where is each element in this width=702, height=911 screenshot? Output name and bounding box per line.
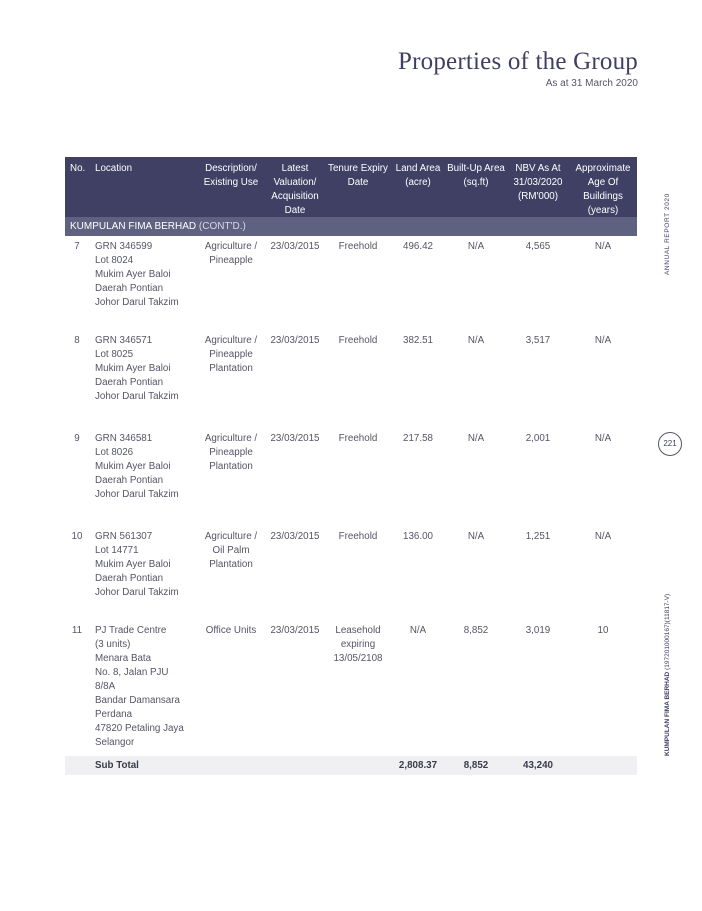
cell-location-line: Daerah Pontian — [95, 573, 164, 584]
cell-location-line: Lot 8024 — [95, 255, 134, 266]
cell-location-line: Perdana — [95, 709, 133, 720]
cell-location-line: Daerah Pontian — [95, 283, 164, 294]
header-land-area: Land Area (acre) — [395, 163, 441, 188]
section-suffix: (CONT'D.) — [198, 221, 246, 232]
cell-description — [199, 240, 263, 268]
cell-location — [95, 432, 199, 502]
page-number: 221 — [658, 432, 682, 456]
cell-nbv: 3,019 — [525, 625, 551, 636]
cell-location-line: Lot 8026 — [95, 447, 134, 458]
cell-location-line: Daerah Pontian — [95, 475, 164, 486]
cell-description-line: Oil Palm — [212, 545, 250, 556]
cell-age: 10 — [597, 625, 609, 636]
cell-location-line: Johor Darul Takzim — [95, 489, 179, 500]
table-body — [65, 236, 637, 756]
cell-location-line: Daerah Pontian — [95, 377, 164, 388]
header-built-up-area: Built-Up Area (sq.ft) — [447, 163, 505, 188]
section-name: KUMPULAN FIMA BERHAD — [70, 221, 197, 232]
cell-location-line: Mukim Ayer Baloi — [95, 461, 171, 472]
cell-description-line: Pineapple — [209, 349, 253, 360]
cell-age: N/A — [594, 241, 612, 252]
subtotal-row — [65, 756, 637, 775]
subtotal-land-area: 2,808.37 — [398, 760, 438, 771]
cell-land-area: 496.42 — [403, 241, 433, 252]
cell-built-up-area: N/A — [467, 531, 485, 542]
cell-built-up-area: 8,852 — [463, 625, 489, 636]
cell-description-line: Agriculture / — [204, 433, 258, 444]
cell-description — [199, 432, 263, 474]
cell-tenure-line: Leasehold — [335, 625, 381, 636]
cell-description-line: Pineapple — [209, 447, 253, 458]
cell-tenure-line: expiring — [340, 639, 376, 650]
cell-valuation-date: 23/03/2015 — [270, 335, 320, 346]
cell-no: 7 — [74, 241, 80, 252]
cell-built-up-area: N/A — [467, 433, 485, 444]
cell-location-line: Mukim Ayer Baloi — [95, 269, 171, 280]
cell-tenure-line: Freehold — [338, 335, 378, 346]
table-row — [65, 236, 637, 330]
cell-location — [95, 334, 199, 404]
cell-location-line: 8/8A — [95, 681, 116, 692]
cell-tenure — [325, 432, 391, 446]
cell-land-area: 136.00 — [403, 531, 433, 542]
cell-location-line: Lot 8025 — [95, 349, 134, 360]
header-tenure: Tenure Expiry Date — [328, 163, 388, 188]
cell-description — [199, 334, 263, 376]
cell-location — [95, 240, 199, 310]
subtotal-nbv: 43,240 — [523, 760, 553, 771]
annual-report-text: ANNUAL REPORT 2020 — [664, 193, 671, 275]
cell-no: 9 — [74, 433, 80, 444]
cell-built-up-area: N/A — [467, 335, 485, 346]
header-age: Approximate Age Of Buildings (years) — [575, 163, 631, 216]
cell-location-line: GRN 346599 — [95, 241, 153, 252]
table-row — [65, 428, 637, 526]
cell-description-line: Plantation — [209, 363, 253, 374]
page-title: Properties of the Group — [398, 48, 638, 75]
cell-tenure — [325, 240, 391, 254]
annual-report-vertical-label — [664, 193, 676, 277]
header-valuation: Latest Valuation/ Acquisition Date — [271, 163, 319, 216]
cell-location-line: Bandar Damansara — [95, 695, 180, 706]
cell-location-line: Mukim Ayer Baloi — [95, 363, 171, 374]
cell-land-area: 382.51 — [403, 335, 433, 346]
cell-no: 8 — [74, 335, 80, 346]
cell-tenure-line: Freehold — [338, 241, 378, 252]
cell-land-area: 217.58 — [403, 433, 433, 444]
cell-nbv: 3,517 — [525, 335, 551, 346]
cell-location-line: 47820 Petaling Jaya — [95, 723, 184, 734]
cell-tenure-line: Freehold — [338, 433, 378, 444]
cell-location-line: Johor Darul Takzim — [95, 391, 179, 402]
cell-description-line: Agriculture / — [204, 335, 258, 346]
cell-description-line: Pineapple — [209, 255, 253, 266]
cell-location-line: Lot 14771 — [95, 545, 139, 556]
cell-location-line: GRN 346571 — [95, 335, 153, 346]
cell-tenure-line: 13/05/2108 — [333, 653, 383, 664]
cell-age: N/A — [594, 433, 612, 444]
cell-no: 10 — [71, 531, 83, 542]
cell-nbv: 2,001 — [525, 433, 551, 444]
properties-table — [65, 157, 637, 775]
table-row — [65, 620, 637, 756]
cell-tenure-line: Freehold — [338, 531, 378, 542]
cell-description-line: Office Units — [205, 625, 257, 636]
header-no: No. — [70, 163, 86, 174]
cell-description-line: Agriculture / — [204, 531, 258, 542]
cell-valuation-date: 23/03/2015 — [270, 241, 320, 252]
cell-location-line: Johor Darul Takzim — [95, 587, 179, 598]
section-header — [65, 217, 637, 236]
company-reg: (197201000167)(11817-V) — [664, 593, 671, 670]
cell-location-line: GRN 346581 — [95, 433, 153, 444]
cell-location-line: GRN 561307 — [95, 531, 153, 542]
company-text — [664, 594, 671, 756]
cell-location-line: Selangor — [95, 737, 135, 748]
cell-no: 11 — [71, 625, 83, 636]
table-row — [65, 330, 637, 428]
cell-land-area: N/A — [409, 625, 427, 636]
company-vertical-label — [664, 590, 676, 760]
cell-nbv: 4,565 — [525, 241, 551, 252]
cell-location-line: Menara Bata — [95, 653, 152, 664]
subtotal-label: Sub Total — [95, 760, 139, 771]
cell-location-line: Mukim Ayer Baloi — [95, 559, 171, 570]
cell-valuation-date: 23/03/2015 — [270, 531, 320, 542]
cell-tenure — [325, 334, 391, 348]
cell-built-up-area: N/A — [467, 241, 485, 252]
cell-age: N/A — [594, 335, 612, 346]
company-name: KUMPULAN FIMA BERHAD — [664, 671, 671, 756]
cell-tenure — [325, 530, 391, 544]
cell-valuation-date: 23/03/2015 — [270, 433, 320, 444]
header-nbv: NBV As At 31/03/2020 (RM'000) — [513, 163, 563, 202]
cell-location-line: (3 units) — [95, 639, 131, 650]
cell-age: N/A — [594, 531, 612, 542]
header-location: Location — [95, 163, 133, 174]
cell-location-line: No. 8, Jalan PJU — [95, 667, 169, 678]
cell-description-line: Plantation — [209, 461, 253, 472]
header-description: Description/ Existing Use — [203, 163, 259, 188]
cell-description — [199, 624, 263, 638]
subtotal-built-up-area: 8,852 — [463, 760, 489, 771]
cell-location-line: Johor Darul Takzim — [95, 297, 179, 308]
cell-description-line: Agriculture / — [204, 241, 258, 252]
cell-location — [95, 530, 199, 600]
cell-nbv: 1,251 — [525, 531, 551, 542]
page-subtitle: As at 31 March 2020 — [545, 78, 638, 89]
cell-location-line: PJ Trade Centre — [95, 625, 167, 636]
cell-tenure — [325, 624, 391, 666]
table-header — [65, 157, 637, 217]
table-row — [65, 526, 637, 620]
cell-description-line: Plantation — [209, 559, 253, 570]
cell-description — [199, 530, 263, 572]
cell-valuation-date: 23/03/2015 — [270, 625, 320, 636]
cell-location — [95, 624, 199, 750]
